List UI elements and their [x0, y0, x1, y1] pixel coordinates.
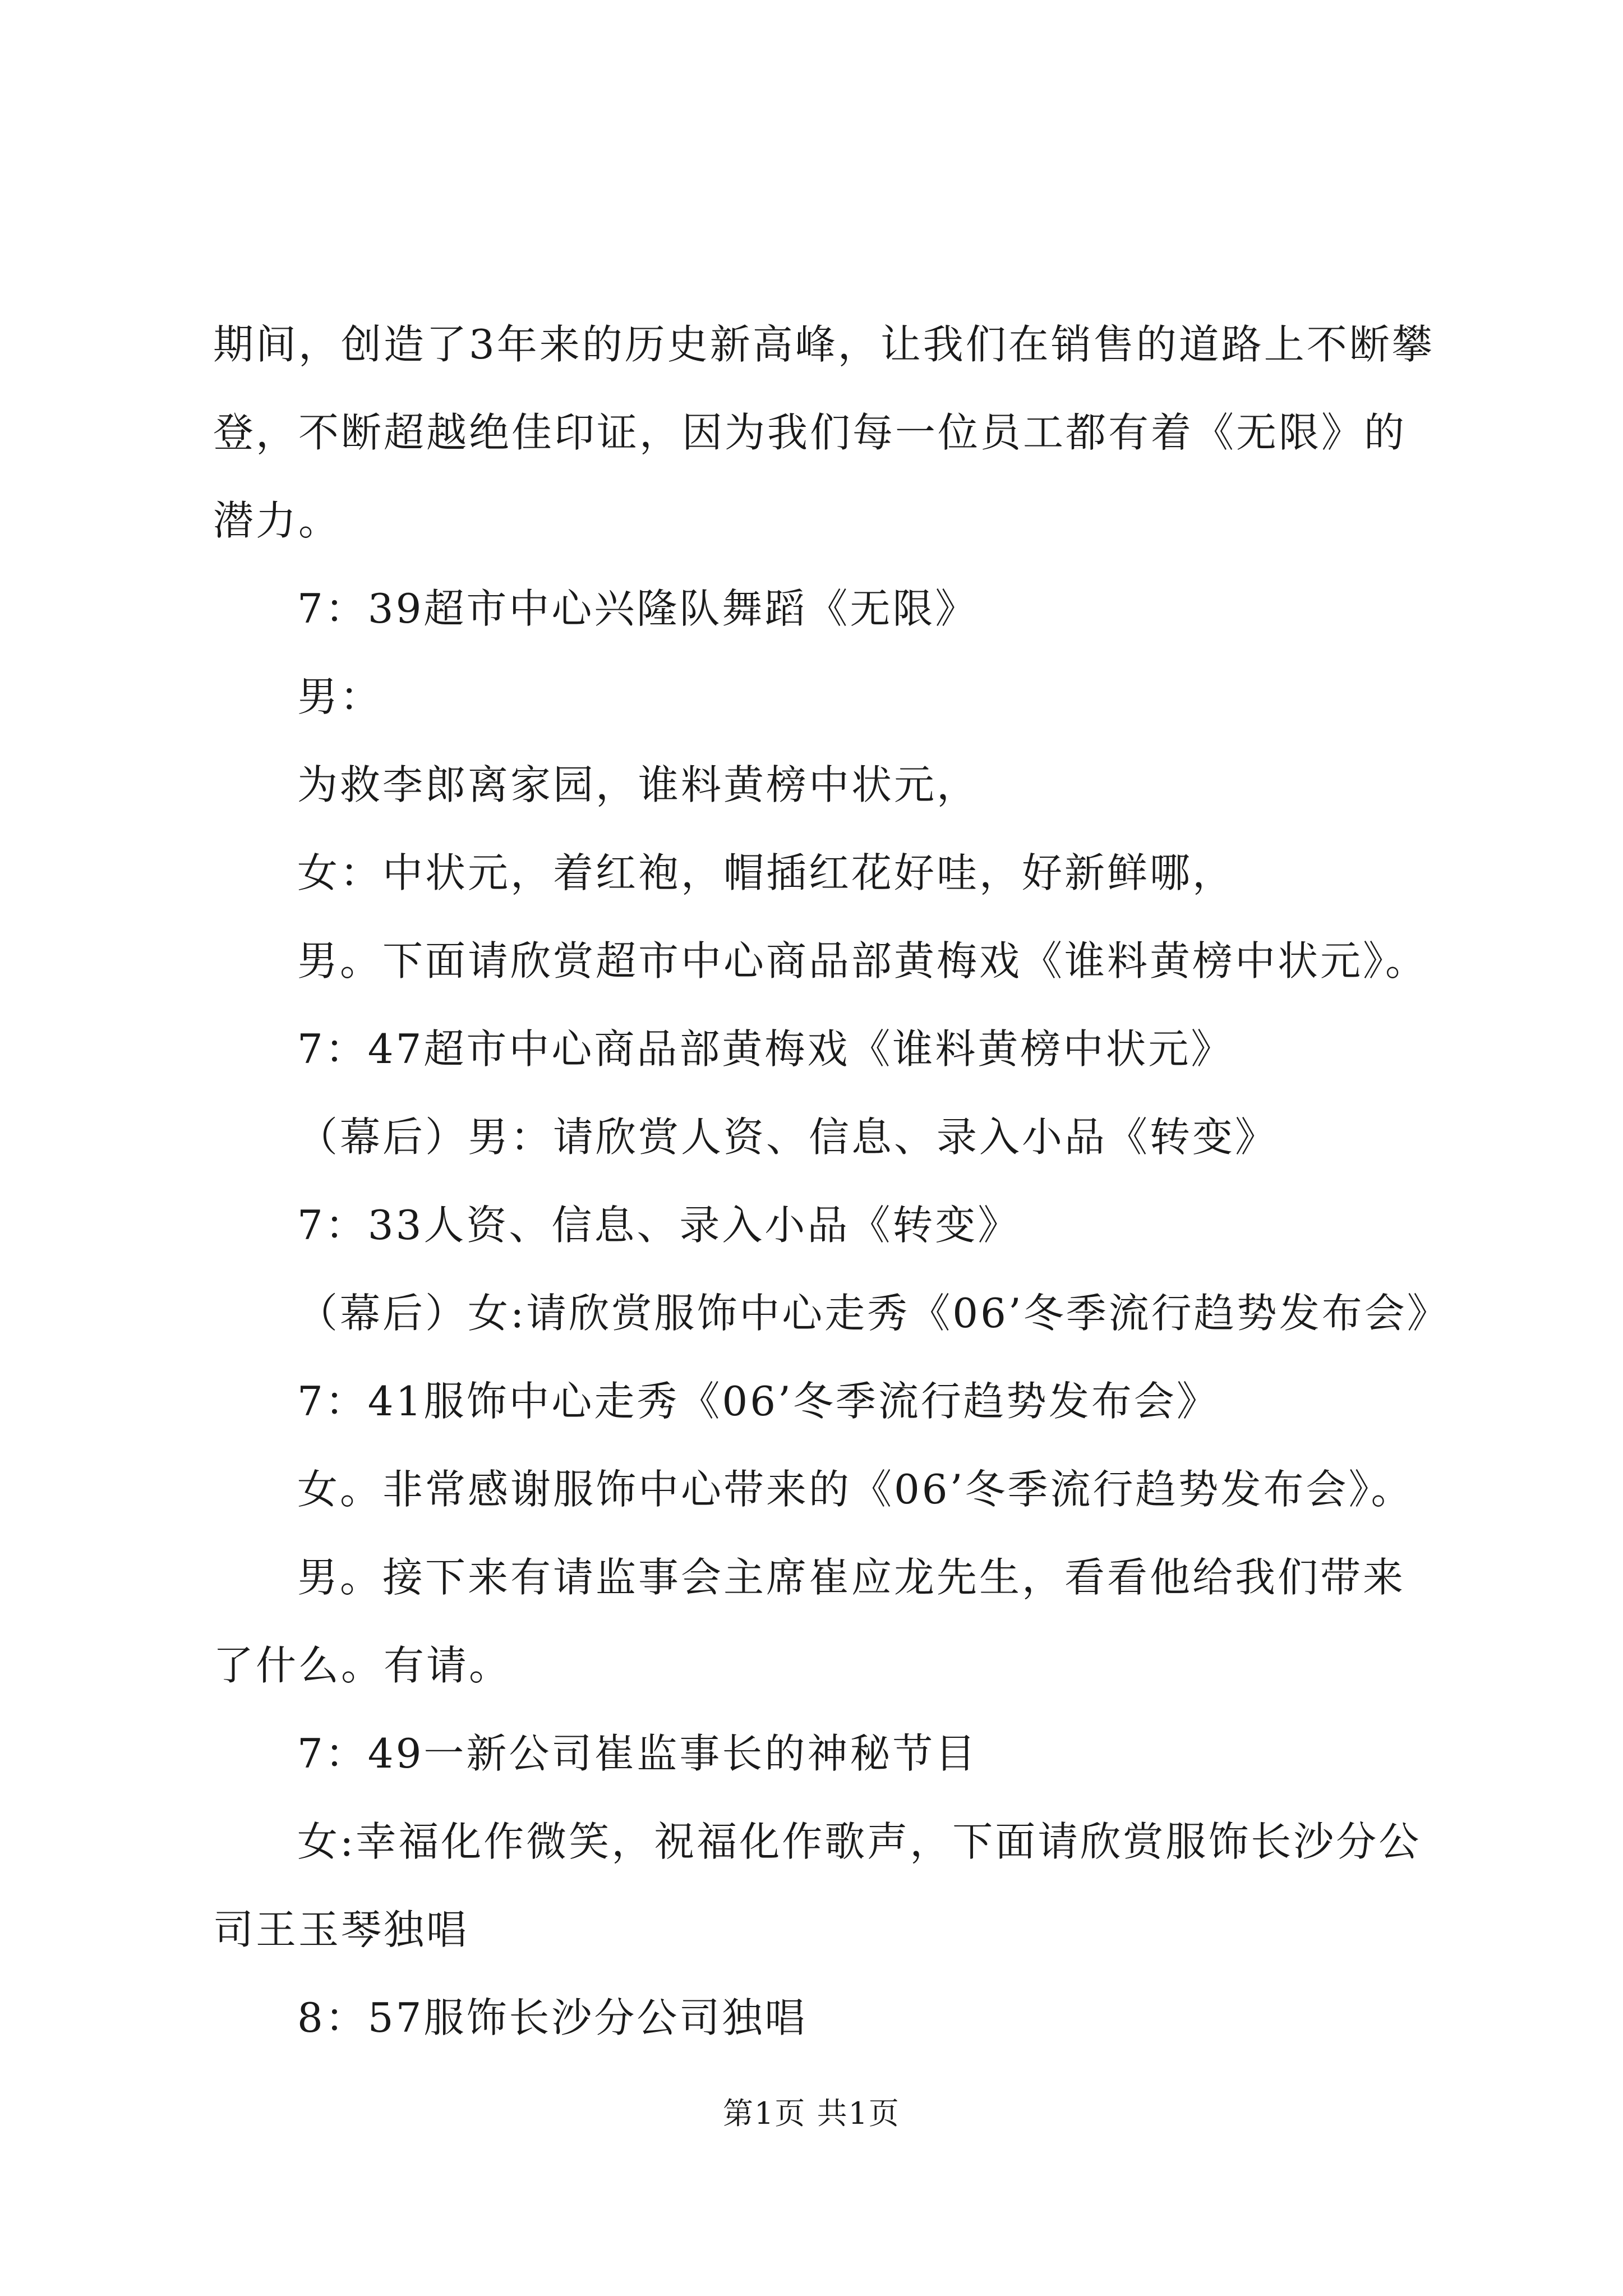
paragraph-6: 男。下面请欣赏超市中心商品部黄梅戏《谁料黄榜中状元》。	[297, 937, 1428, 984]
page-footer: 第1页 共1页	[723, 2096, 900, 2131]
paragraph-4: 为救李郎离家园，谁料黄榜中状元，	[297, 761, 980, 808]
paragraph-10: （幕后）女:请欣赏服饰中心走秀《06’冬季流行趋势发布会》	[297, 1290, 1450, 1337]
paragraph-3: 男：	[297, 673, 383, 720]
paragraph-8: （幕后）男：请欣赏人资、信息、录入小品《转变》	[297, 1114, 1278, 1161]
paragraph-2: 7：39超市中心兴隆队舞蹈《无限》	[297, 585, 978, 632]
document-body	[213, 301, 1450, 2062]
paragraph-15: 女:幸福化作微笑，祝福化作歌声，下面请欣赏服饰长沙分公司王玉琴独唱	[213, 1818, 1422, 1953]
paragraph-12: 女。非常感谢服饰中心带来的《06’冬季流行趋势发布会》。	[297, 1466, 1414, 1513]
paragraph-14: 7：49一新公司崔监事长的神秘节目	[297, 1730, 978, 1777]
paragraph-11: 7：41服饰中心走秀《06’冬季流行趋势发布会》	[297, 1378, 1219, 1425]
paragraph-13: 男。接下来有请监事会主席崔应龙先生，看看他给我们带来了什么。有请。	[213, 1554, 1406, 1689]
paragraph-5: 女：中状元，着红袍，帽插红花好哇，好新鲜哪，	[297, 849, 1235, 896]
paragraph-9: 7：33人资、信息、录入小品《转变》	[297, 1202, 1021, 1249]
paragraph-7: 7：47超市中心商品部黄梅戏《谁料黄榜中状元》	[297, 1025, 1234, 1073]
paragraph-1: 期间，创造了3年来的历史新高峰，让我们在销售的道路上不断攀登，不断超越绝佳印证，因为我们每一位员工都有着《无限》的潜力。	[213, 321, 1435, 544]
paragraph-16: 8：57服饰长沙分公司独唱	[297, 1994, 808, 2041]
